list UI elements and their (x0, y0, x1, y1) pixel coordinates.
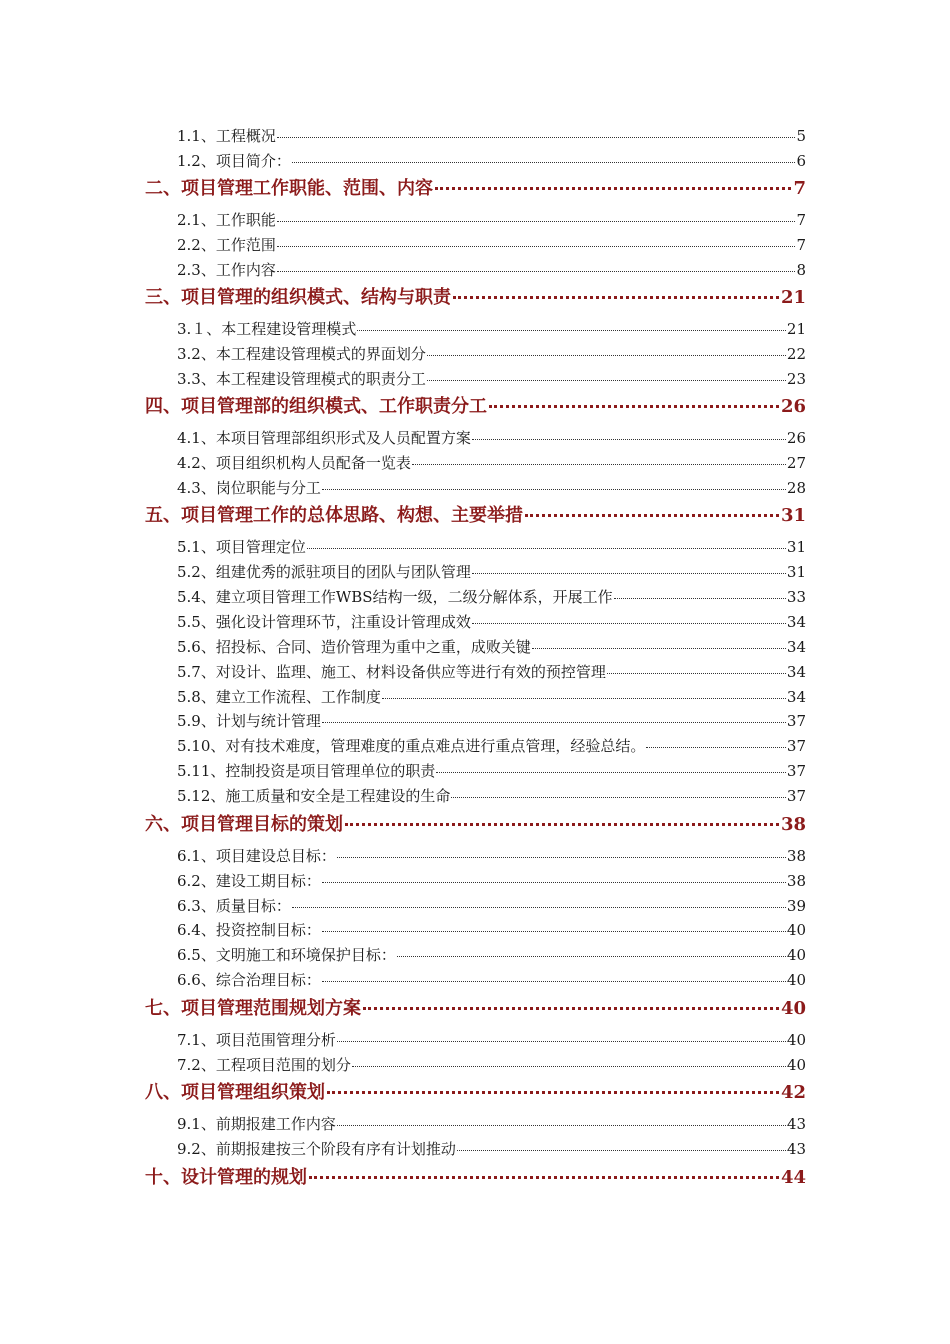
toc-page-number: 22 (786, 345, 806, 363)
toc-section-entry[interactable] (177, 125, 806, 146)
toc-entry-label: 3.3、本工程建设管理模式的职责分工 (177, 370, 426, 388)
toc-page-number: 21 (786, 320, 806, 338)
toc-leader-dots (327, 1091, 779, 1094)
toc-leader-dots (489, 405, 779, 408)
toc-page-number: 40 (786, 971, 806, 989)
toc-entry-label: 7.2、工程项目范围的划分 (177, 1056, 351, 1074)
toc-page-number: 34 (786, 663, 806, 681)
toc-page-number: 26 (786, 429, 806, 447)
toc-section-entry[interactable] (177, 368, 806, 389)
toc-section-entry[interactable] (177, 760, 806, 781)
toc-section-entry[interactable] (177, 895, 806, 916)
toc-entry-label: 6.4、投资控制目标： (177, 921, 321, 939)
toc-entry-label: 5.2、组建优秀的派驻项目的团队与团队管理 (177, 563, 471, 581)
toc-page-number: 6 (796, 152, 806, 170)
toc-entry-label: 6.1、项目建设总目标： (177, 847, 336, 865)
toc-leader-dots (277, 271, 796, 272)
toc-page-number: 37 (786, 737, 806, 755)
toc-leader-dots (382, 698, 786, 699)
toc-leader-dots (352, 1066, 786, 1067)
toc-page-number: 34 (786, 688, 806, 706)
toc-section-entry[interactable] (177, 1029, 806, 1050)
toc-chapter-entry[interactable] (145, 283, 806, 309)
toc-entry-label: 6.2、建设工期目标： (177, 872, 321, 890)
toc-page-number: 37 (786, 787, 806, 805)
toc-leader-dots (453, 296, 779, 299)
toc-leader-dots (532, 648, 786, 649)
toc-section-entry[interactable] (177, 209, 806, 230)
toc-page-number: 31 (780, 505, 806, 526)
toc-chapter-entry[interactable] (145, 1163, 806, 1189)
toc-entry-label: 5.7、对设计、监理、施工、材料设备供应等进行有效的预控管理 (177, 663, 606, 681)
toc-leader-dots (457, 1150, 786, 1151)
toc-entry-label: 5.5、强化设计管理环节，注重设计管理成效 (177, 613, 471, 631)
toc-entry-label: 1.2、项目简介： (177, 152, 291, 170)
toc-page-number: 7 (793, 178, 806, 199)
toc-page-number: 38 (786, 872, 806, 890)
toc-section-entry[interactable] (177, 452, 806, 473)
toc-section-entry[interactable] (177, 845, 806, 866)
toc-chapter-entry[interactable] (145, 994, 806, 1020)
toc-leader-dots (277, 221, 796, 222)
toc-page-number: 43 (786, 1140, 806, 1158)
toc-page-number: 7 (796, 236, 806, 254)
toc-entry-label: 五、项目管理工作的总体思路、构想、主要举措 (145, 505, 523, 526)
toc-leader-dots (363, 1007, 779, 1010)
toc-entry-label: 5.6、招投标、合同、造价管理为重中之重，成败关键 (177, 638, 531, 656)
toc-leader-dots (277, 137, 796, 138)
toc-section-entry[interactable] (177, 710, 806, 731)
toc-page-number: 5 (796, 127, 806, 145)
toc-page-number: 37 (786, 712, 806, 730)
toc-entry-label: 2.1、工作职能 (177, 211, 276, 229)
toc-section-entry[interactable] (177, 636, 806, 657)
toc-page-number: 31 (786, 563, 806, 581)
toc-entry-label: 2.2、工作范围 (177, 236, 276, 254)
toc-entry-label: 六、项目管理目标的策划 (145, 814, 343, 835)
toc-page-number: 40 (786, 1056, 806, 1074)
toc-section-entry[interactable] (177, 1113, 806, 1134)
toc-section-entry[interactable] (177, 785, 806, 806)
toc-leader-dots (397, 956, 786, 957)
toc-section-entry[interactable] (177, 318, 806, 339)
toc-page-number: 40 (786, 946, 806, 964)
toc-entry-label: 四、项目管理部的组织模式、工作职责分工 (145, 396, 487, 417)
toc-section-entry[interactable] (177, 944, 806, 965)
toc-entry-label: 6.3、质量目标： (177, 897, 291, 915)
toc-leader-dots (646, 747, 786, 748)
toc-page-number: 40 (780, 998, 806, 1019)
toc-page-number: 34 (786, 638, 806, 656)
toc-leader-dots (451, 797, 786, 798)
toc-section-entry[interactable] (177, 427, 806, 448)
toc-entry-label: 9.1、前期报建工作内容 (177, 1115, 336, 1133)
toc-page-number: 44 (780, 1167, 806, 1188)
toc-leader-dots (357, 330, 786, 331)
toc-leader-dots (277, 246, 796, 247)
toc-section-entry[interactable] (177, 536, 806, 557)
toc-page-number: 28 (786, 479, 806, 497)
toc-leader-dots (337, 1041, 786, 1042)
toc-leader-dots (435, 187, 791, 190)
toc-page-number: 39 (786, 897, 806, 915)
toc-chapter-entry[interactable] (145, 392, 806, 418)
toc-page-number: 8 (796, 261, 806, 279)
toc-leader-dots (322, 981, 786, 982)
toc-leader-dots (472, 573, 786, 574)
toc-section-entry[interactable] (177, 969, 806, 990)
toc-section-entry[interactable] (177, 611, 806, 632)
toc-section-entry[interactable] (177, 686, 806, 707)
toc-chapter-entry[interactable] (145, 810, 806, 836)
toc-leader-dots (322, 882, 786, 883)
toc-leader-dots (607, 673, 786, 674)
toc-leader-dots (322, 931, 786, 932)
toc-section-entry[interactable] (177, 661, 806, 682)
toc-section-entry[interactable] (177, 477, 806, 498)
toc-leader-dots (322, 722, 786, 723)
toc-section-entry[interactable] (177, 150, 806, 171)
toc-chapter-entry[interactable] (145, 174, 806, 200)
toc-leader-dots (307, 548, 786, 549)
toc-leader-dots (412, 464, 786, 465)
toc-entry-label: 七、项目管理范围规划方案 (145, 998, 361, 1019)
toc-chapter-entry[interactable] (145, 501, 806, 527)
toc-chapter-entry[interactable] (145, 1078, 806, 1104)
toc-entry-label: 1.1、工程概况 (177, 127, 276, 145)
toc-entry-label: 三、项目管理的组织模式、结构与职责 (145, 287, 451, 308)
toc-section-entry[interactable] (177, 586, 806, 607)
toc-leader-dots (427, 380, 786, 381)
toc-page-number: 37 (786, 762, 806, 780)
toc-entry-label: 5.10、对有技术难度，管理难度的重点难点进行重点管理，经验总结。 (177, 737, 646, 755)
toc-page-number: 27 (786, 454, 806, 472)
toc-leader-dots (427, 355, 786, 356)
toc-entry-label: 5.4、建立项目管理工作WBS结构一级，二级分解体系，开展工作 (177, 588, 613, 606)
toc-entry-label: 3.１、本工程建设管理模式 (177, 320, 357, 338)
toc-entry-label: 5.1、项目管理定位 (177, 538, 306, 556)
toc-page-number: 38 (786, 847, 806, 865)
toc-section-entry[interactable] (177, 259, 806, 280)
toc-section-entry[interactable] (177, 1054, 806, 1075)
toc-entry-label: 6.5、文明施工和环境保护目标： (177, 946, 396, 964)
toc-entry-label: 6.6、综合治理目标： (177, 971, 321, 989)
toc-leader-dots (337, 857, 786, 858)
toc-entry-label: 十、设计管理的规划 (145, 1167, 307, 1188)
toc-leader-dots (322, 489, 786, 490)
toc-entry-label: 4.1、本项目管理部组织形式及人员配置方案 (177, 429, 471, 447)
toc-leader-dots (292, 162, 796, 163)
toc-section-entry[interactable] (177, 870, 806, 891)
toc-entry-label: 二、项目管理工作职能、范围、内容 (145, 178, 433, 199)
toc-leader-dots (614, 598, 786, 599)
toc-section-entry[interactable] (177, 919, 806, 940)
toc-leader-dots (292, 907, 786, 908)
toc-page-number: 42 (780, 1082, 806, 1103)
toc-entry-label: 4.3、岗位职能与分工 (177, 479, 321, 497)
toc-entry-label: 3.2、本工程建设管理模式的界面划分 (177, 345, 426, 363)
toc-entry-label: 5.8、建立工作流程、工作制度 (177, 688, 381, 706)
toc-page-number: 38 (780, 814, 806, 835)
toc-entry-label: 5.11、控制投资是项目管理单位的职责 (177, 762, 436, 780)
toc-entry-label: 2.3、工作内容 (177, 261, 276, 279)
toc-page-number: 40 (786, 1031, 806, 1049)
toc-page-number: 7 (796, 211, 806, 229)
toc-leader-dots (345, 823, 779, 826)
toc-page-number: 26 (780, 396, 806, 417)
toc-entry-label: 八、项目管理组织策划 (145, 1082, 325, 1103)
toc-leader-dots (472, 439, 786, 440)
toc-page-number: 23 (786, 370, 806, 388)
toc-section-entry[interactable] (177, 561, 806, 582)
toc-section-entry[interactable] (177, 343, 806, 364)
toc-section-entry[interactable] (177, 735, 806, 756)
toc-section-entry[interactable] (177, 1138, 806, 1159)
toc-page-number: 33 (786, 588, 806, 606)
toc-page-number: 40 (786, 921, 806, 939)
toc-page-number: 34 (786, 613, 806, 631)
toc-entry-label: 9.2、前期报建按三个阶段有序有计划推动 (177, 1140, 456, 1158)
toc-entry-label: 5.12、施工质量和安全是工程建设的生命 (177, 787, 451, 805)
toc-leader-dots (337, 1125, 786, 1126)
toc-page-number: 21 (780, 287, 806, 308)
toc-entry-label: 5.9、计划与统计管理 (177, 712, 321, 730)
toc-leader-dots (525, 514, 779, 517)
toc-page-number: 31 (786, 538, 806, 556)
toc-leader-dots (436, 772, 786, 773)
toc-entry-label: 7.1、项目范围管理分析 (177, 1031, 336, 1049)
toc-page-number: 43 (786, 1115, 806, 1133)
toc-section-entry[interactable] (177, 234, 806, 255)
toc-leader-dots (309, 1176, 779, 1179)
toc-entry-label: 4.2、项目组织机构人员配备一览表 (177, 454, 411, 472)
toc-leader-dots (472, 623, 786, 624)
